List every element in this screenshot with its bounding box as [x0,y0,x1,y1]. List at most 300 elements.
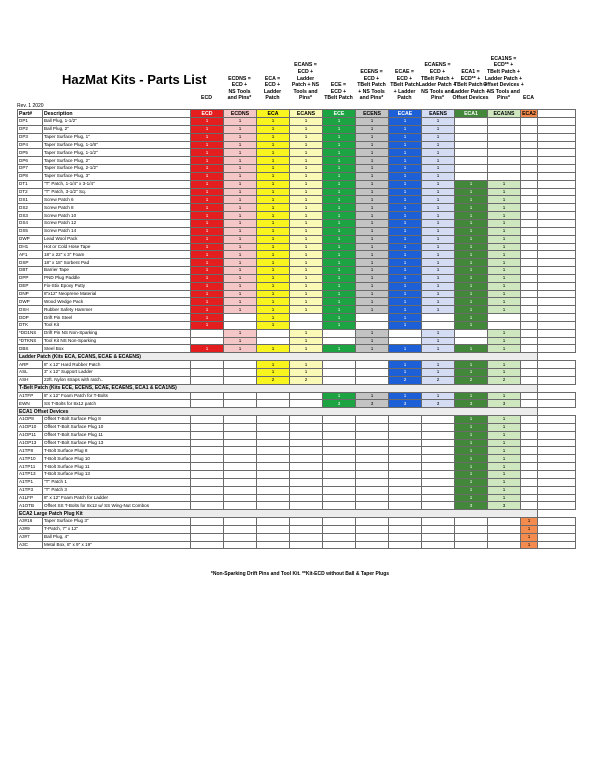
quantity-cell [422,314,455,322]
description-cell: PND Plug Paddle [43,274,191,282]
kit-header-line: Pins* [299,95,312,102]
quantity-cell: 1 [257,188,290,196]
quantity-cell: 1 [488,180,521,188]
quantity-cell [224,541,257,549]
quantity-cell: 1 [224,212,257,220]
quantity-cell: 1 [290,149,323,157]
spacer-cell [538,227,576,235]
part-number-cell: DEP [18,282,43,290]
quantity-cell: 1 [323,345,356,353]
quantity-cell: 1 [389,321,422,329]
kit-header-line: Offset Devices + [483,82,524,89]
quantity-cell: 1 [191,188,224,196]
quantity-cell: 1 [323,290,356,298]
kit-header-line: + NS Tools [358,88,385,95]
quantity-cell [521,400,538,408]
quantity-cell [521,165,538,173]
quantity-cell [488,541,521,549]
quantity-cell: 1 [290,361,323,369]
kit-header-line: ECD** + [493,62,514,69]
quantity-cell [191,447,224,455]
quantity-cell [323,502,356,510]
quantity-cell: 1 [422,219,455,227]
quantity-cell: 2 [455,376,488,384]
quantity-cell: 1 [488,282,521,290]
quantity-cell: 1 [356,180,389,188]
quantity-cell: 1 [356,118,389,126]
quantity-cell: 1 [224,243,257,251]
quantity-cell [422,416,455,424]
quantity-cell [224,369,257,377]
quantity-cell [356,314,389,322]
quantity-cell [224,321,257,329]
spacer-cell [538,274,576,282]
quantity-cell [257,447,290,455]
quantity-cell [323,463,356,471]
quantity-cell [521,188,538,196]
description-cell: 8"x12" Neoprene Material [43,290,191,298]
table-row [18,321,576,329]
quantity-cell: 1 [488,470,521,478]
quantity-cell [389,486,422,494]
quantity-cell [455,125,488,133]
quantity-cell [224,439,257,447]
quantity-cell: 1 [257,345,290,353]
quantity-cell: 1 [323,392,356,400]
quantity-cell [389,423,422,431]
description-cell: 22ft. Nylon straps with ratch.. [43,376,191,384]
quantity-cell: 1 [488,439,521,447]
spacer-cell [538,400,576,408]
quantity-cell [455,533,488,541]
kit-header-line: TBelt Patch [390,82,419,89]
quantity-cell [455,541,488,549]
quantity-cell [422,478,455,486]
table-row [18,502,576,510]
quantity-cell [422,423,455,431]
table-row [18,439,576,447]
kit-header-line: ECD [201,95,212,102]
quantity-cell: 1 [422,282,455,290]
kit-header-line: ECD + [231,82,248,89]
quantity-cell [290,478,323,486]
quantity-cell [323,361,356,369]
quantity-cell: 1 [488,345,521,353]
quantity-cell: 1 [224,227,257,235]
quantity-cell [257,533,290,541]
quantity-cell [521,204,538,212]
spacer-cell [538,259,576,267]
quantity-cell [488,118,521,126]
quantity-cell: 1 [488,298,521,306]
table-row [18,376,576,384]
part-number-cell: DP5 [18,149,43,157]
part-number-cell: A1TP13 [18,470,43,478]
quantity-cell: 1 [389,172,422,180]
spacer-cell [538,329,576,337]
table-row [18,165,576,173]
quantity-cell [389,525,422,533]
spacer-cell [538,243,576,251]
quantity-cell: 1 [257,361,290,369]
quantity-cell: 1 [455,431,488,439]
quantity-cell [257,431,290,439]
quantity-cell [257,337,290,345]
kit-header-line: Offset Devices [452,95,489,102]
quantity-cell: 1 [488,447,521,455]
quantity-cell [521,196,538,204]
quantity-cell: 1 [290,369,323,377]
description-cell: Lead Wool Pack [43,235,191,243]
quantity-cell: 1 [455,274,488,282]
quantity-cell [356,463,389,471]
quantity-cell [488,321,521,329]
quantity-cell: 1 [224,219,257,227]
quantity-cell: 1 [224,290,257,298]
page-title: HazMat Kits - Parts List [62,72,207,87]
quantity-cell [290,502,323,510]
quantity-cell: 1 [257,165,290,173]
quantity-cell: 1 [356,172,389,180]
quantity-cell [290,463,323,471]
quantity-cell [389,431,422,439]
quantity-cell: 1 [356,282,389,290]
quantity-cell: 1 [356,251,389,259]
quantity-cell [422,494,455,502]
quantity-cell: 1 [191,243,224,251]
description-cell: 18" x 18" Sorbent Pad [43,259,191,267]
quantity-cell: 1 [224,196,257,204]
quantity-cell: 1 [455,235,488,243]
description-cell: T-Bolt Surface Plug 8 [43,447,191,455]
quantity-cell [455,149,488,157]
description-cell: Screw Patch 6 [43,196,191,204]
quantity-cell: 1 [389,180,422,188]
quantity-cell: 1 [389,133,422,141]
table-row [18,282,576,290]
quantity-cell [224,494,257,502]
description-cell: T-Patch, 7" x 12" [43,525,191,533]
spacer-cell [538,267,576,275]
quantity-cell: 1 [488,227,521,235]
quantity-cell [191,518,224,526]
quantity-cell: 1 [224,329,257,337]
quantity-cell: 1 [422,361,455,369]
quantity-cell [389,455,422,463]
quantity-cell [521,423,538,431]
quantity-cell: 1 [290,274,323,282]
quantity-cell: 1 [389,267,422,275]
description-cell: Fix-Stix Epoxy Putty [43,282,191,290]
description-cell: Ball Plug, 1-1/2" [43,118,191,126]
quantity-cell: 1 [422,204,455,212]
part-number-cell: A1TP10 [18,455,43,463]
revision-label: Rev. 1 2020 [17,103,44,109]
quantity-cell: 1 [422,125,455,133]
table-row [18,259,576,267]
part-number-cell: DBS [18,345,43,353]
quantity-cell: 1 [422,290,455,298]
table-row [18,478,576,486]
part-number-cell: DT1 [18,180,43,188]
quantity-cell [521,321,538,329]
quantity-cell: 1 [455,212,488,220]
quantity-cell [323,455,356,463]
spacer-cell [538,525,576,533]
quantity-cell [422,502,455,510]
quantity-cell: 1 [290,165,323,173]
quantity-cell: 1 [488,251,521,259]
quantity-cell: 1 [290,282,323,290]
quantity-cell: 1 [389,165,422,173]
quantity-cell: 1 [455,306,488,314]
part-number-cell: DNP [18,290,43,298]
quantity-cell: 1 [290,219,323,227]
quantity-cell: 1 [422,235,455,243]
quantity-cell: 1 [257,212,290,220]
spacer-cell [538,423,576,431]
quantity-cell: 1 [422,212,455,220]
part-number-cell: ASH [18,376,43,384]
table-row [18,431,576,439]
part-number-cell: A1TP8 [18,447,43,455]
quantity-cell: 1 [257,251,290,259]
spacer-cell [538,235,576,243]
quantity-cell: 1 [356,196,389,204]
quantity-cell [356,361,389,369]
quantity-cell: 1 [224,180,257,188]
quantity-cell [422,447,455,455]
kit-header-line: ECD + [297,68,314,75]
kit-header-line: ECDNS = [228,75,251,82]
quantity-cell [422,533,455,541]
quantity-cell: 1 [191,235,224,243]
description-header: Description [43,110,191,118]
part-number-cell: A3C [18,541,43,549]
table-row [18,227,576,235]
quantity-cell: 1 [290,267,323,275]
quantity-cell: 1 [389,125,422,133]
quantity-cell: 1 [257,235,290,243]
quantity-cell: 1 [455,267,488,275]
quantity-cell: 1 [290,306,323,314]
quantity-cell: 1 [488,494,521,502]
kit-header-line: Pins* [497,95,510,102]
part-number-cell: A1TP1 [18,478,43,486]
quantity-cell: 1 [191,118,224,126]
quantity-cell [257,502,290,510]
quantity-cell: 1 [488,416,521,424]
quantity-cell: 1 [422,274,455,282]
quantity-cell: 1 [290,235,323,243]
quantity-cell: 1 [389,149,422,157]
quantity-cell: 1 [455,180,488,188]
quantity-cell: 1 [257,306,290,314]
quantity-cell: 1 [224,251,257,259]
quantity-cell [521,392,538,400]
quantity-cell: 1 [422,118,455,126]
kit-header-line: ECA1NS = [490,55,517,62]
quantity-cell: 1 [488,423,521,431]
quantity-cell [356,470,389,478]
quantity-cell: 1 [422,267,455,275]
description-cell: T-Bolt Surface Plug 10 [43,455,191,463]
quantity-cell: 1 [323,259,356,267]
quantity-cell: 1 [257,125,290,133]
description-cell: "T" Patch 3 [43,486,191,494]
part-number-cell: ARP [18,361,43,369]
quantity-cell: 1 [389,118,422,126]
kit-header-line: Ladder [296,75,315,82]
quantity-cell [521,345,538,353]
part-number-cell: DS5 [18,227,43,235]
quantity-cell: 1 [257,259,290,267]
kit-header-line: ECAENS = [424,62,451,69]
quantity-cell [191,439,224,447]
spacer-cell [538,518,576,526]
quantity-cell: 1 [389,227,422,235]
quantity-cell [521,298,538,306]
quantity-cell [521,235,538,243]
quantity-cell [191,416,224,424]
quantity-cell [191,486,224,494]
table-row [18,329,576,337]
part-number-cell: DWP [18,235,43,243]
quantity-cell [224,486,257,494]
quantity-cell [323,541,356,549]
description-cell: Offset T-Bolt Surface Plug 8 [43,416,191,424]
quantity-cell: 1 [224,188,257,196]
quantity-cell [290,416,323,424]
description-cell: Hot or Cold Hose Tape [43,243,191,251]
table-row [18,369,576,377]
parts-table [17,109,576,549]
quantity-cell: 1 [191,314,224,322]
part-number-header: Part# [18,110,43,118]
quantity-cell: 1 [455,361,488,369]
quantity-cell [389,533,422,541]
quantity-cell: 1 [422,227,455,235]
quantity-cell: 1 [455,416,488,424]
spacer-cell [538,118,576,126]
quantity-cell: 1 [389,369,422,377]
quantity-cell: 1 [488,243,521,251]
table-row [18,494,576,502]
quantity-cell [356,455,389,463]
quantity-cell: 1 [224,282,257,290]
spacer-cell [538,463,576,471]
part-number-cell: *DD1NS [18,329,43,337]
quantity-cell [521,141,538,149]
kit-header-line: Ladder Patch + [418,82,457,89]
quantity-cell [521,361,538,369]
quantity-cell [290,518,323,526]
kit-header-eca2 [514,95,543,102]
quantity-cell: 1 [323,188,356,196]
quantity-cell: 1 [356,125,389,133]
quantity-cell: 1 [290,329,323,337]
spacer-cell [538,314,576,322]
quantity-cell: 1 [422,392,455,400]
quantity-cell: 1 [455,439,488,447]
quantity-cell: 3 [488,502,521,510]
quantity-cell: 2 [290,376,323,384]
quantity-cell [323,337,356,345]
table-row [18,447,576,455]
description-cell: Offset T-Bolt Surface Plug 13 [43,439,191,447]
quantity-cell [521,494,538,502]
quantity-cell: 1 [422,157,455,165]
quantity-cell [521,133,538,141]
quantity-cell: 1 [323,133,356,141]
description-cell: Drift Pin NS Non-Sparking [43,329,191,337]
quantity-cell: 1 [224,274,257,282]
quantity-cell: 1 [389,204,422,212]
part-number-cell: DWP [18,298,43,306]
quantity-cell: 3 [455,400,488,408]
quantity-cell: 1 [323,306,356,314]
quantity-cell [488,518,521,526]
quantity-cell [356,416,389,424]
kit-header-line: ECA [523,95,534,102]
quantity-cell [521,125,538,133]
description-cell: Taper Surface Plug 3" [43,518,191,526]
quantity-cell: 1 [323,157,356,165]
description-cell: "T" Patch, 3-1/2" Sq. [43,188,191,196]
quantity-cell: 1 [290,172,323,180]
spacer-cell [538,321,576,329]
quantity-cell [488,165,521,173]
quantity-cell [356,541,389,549]
quantity-cell: 1 [488,486,521,494]
quantity-cell [455,133,488,141]
quantity-cell [488,314,521,322]
table-row [18,172,576,180]
quantity-cell: 1 [422,251,455,259]
quantity-cell: 1 [356,290,389,298]
kit-code-ece: ECE [323,110,356,118]
quantity-cell [521,180,538,188]
table-header-row [18,110,576,118]
quantity-cell [521,243,538,251]
quantity-cell [422,518,455,526]
quantity-cell: 1 [290,259,323,267]
kit-header-line: TBelt Patch + [486,68,520,75]
quantity-cell: 1 [290,157,323,165]
quantity-cell [488,125,521,133]
quantity-cell: 1 [455,204,488,212]
quantity-cell: 3 [488,400,521,408]
section-title: Ladder Patch (Kits ECA, ECANS, ECAE & ECAENS) [18,353,538,361]
quantity-cell: 1 [488,306,521,314]
part-number-cell: ASL [18,369,43,377]
quantity-cell: 1 [323,321,356,329]
quantity-cell [488,157,521,165]
quantity-cell: 1 [323,282,356,290]
quantity-cell: 1 [389,259,422,267]
quantity-cell [521,306,538,314]
table-row [18,118,576,126]
kit-code-ecae: ECAE [389,110,422,118]
quantity-cell: 1 [356,345,389,353]
quantity-cell [389,329,422,337]
kit-header-line: ECD + [429,68,446,75]
quantity-cell [521,259,538,267]
quantity-cell: 1 [488,431,521,439]
quantity-cell [422,463,455,471]
quantity-cell [521,463,538,471]
quantity-cell [356,321,389,329]
